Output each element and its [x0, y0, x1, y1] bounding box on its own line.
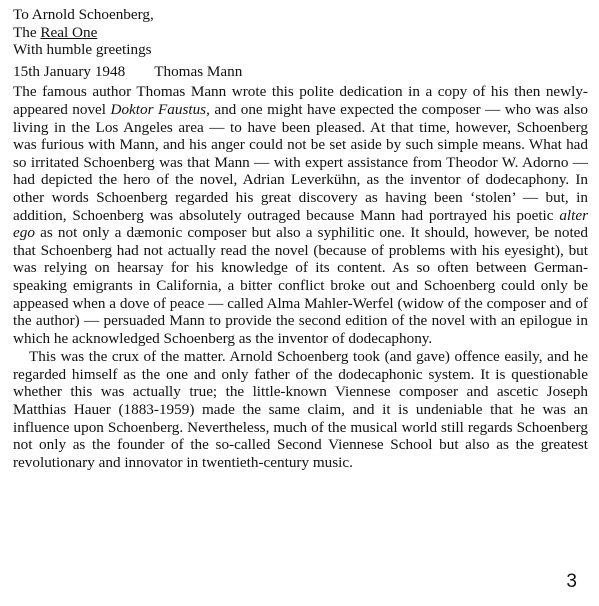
dedication-line-2 [13, 24, 588, 42]
body-paragraph-2: This was the crux of the matter. Arnold Schoenberg took (and gave) offence easily, and he regarded himself as the one and only father of the dodecaphonic system. It is questionable whether this was actually true; the little-known Viennese composer and ascetic Joseph Matthias Hauer (1883-1959) made the same claim, and it is undeniable that he was an influence upon Schoenberg. Nevertheless, much of the musical world still regards Schoenberg not only as the founder of the so-called Second Viennese School but also as the greatest revolutionary and innovator in twentieth-century music. [13, 348, 588, 471]
paragraph-1-part-b: , and one might have expected the composer — who was also living in the Los Angeles area — to have been pleased. At that time, however, Schoenberg was furious with Mann, and his anger could not be set aside by such simple means. What had so irritated Schoenberg was that Mann — with expert assistance from Theodor W. Adorno — had depicted the hero of the novel, Adrian Leverkühn, as the inventor of dodecaphony. In other words Schoenberg regarded his great discovery as having been ‘stolen’ — but, in addition, Schoenberg was absolutely outraged because Mann had portrayed his poetic [13, 100, 588, 224]
page-content [13, 6, 588, 471]
page-number: 3 [566, 571, 577, 592]
body-paragraph-1 [13, 83, 588, 347]
dedication-date-line [13, 63, 588, 81]
dedication-date: 15th January 1948 [13, 62, 126, 80]
dedication-line-1: To Arnold Schoenberg, [13, 6, 154, 23]
dedication-signature: Thomas Mann [154, 62, 243, 80]
novel-title: Doktor Faustus [110, 100, 207, 118]
alter-ego-term: alter ego [13, 206, 588, 242]
dedication-line-2-prefix: The [13, 23, 41, 41]
dedication-block [13, 6, 588, 80]
dedication-underlined-text: Real One [40, 23, 98, 41]
paragraph-1-part-a: The famous author Thomas Mann wrote this polite dedication in a copy of his then newly-appeared novel [13, 83, 588, 118]
dedication-line-3: With humble greetings [13, 41, 152, 59]
paragraph-1-part-c: as not only a dæmonic composer but also a syphilitic one. It should, however, be noted that Schoenberg had not actually read the novel (because of problems with his eyesight), but was relying on hearsay for his knowledge of its content. As so often between German-speaking emigrants in California, a bitter conflict broke out and Schoenberg could only be appeased when a dove of peace — called Alma Mahler-Werfel (widow of the composer and of the author) — persuaded Mann to provide the second edition of the novel with an epilogue in which he acknowledged Schoenberg as the inventor of dodecaphony. [13, 224, 588, 347]
